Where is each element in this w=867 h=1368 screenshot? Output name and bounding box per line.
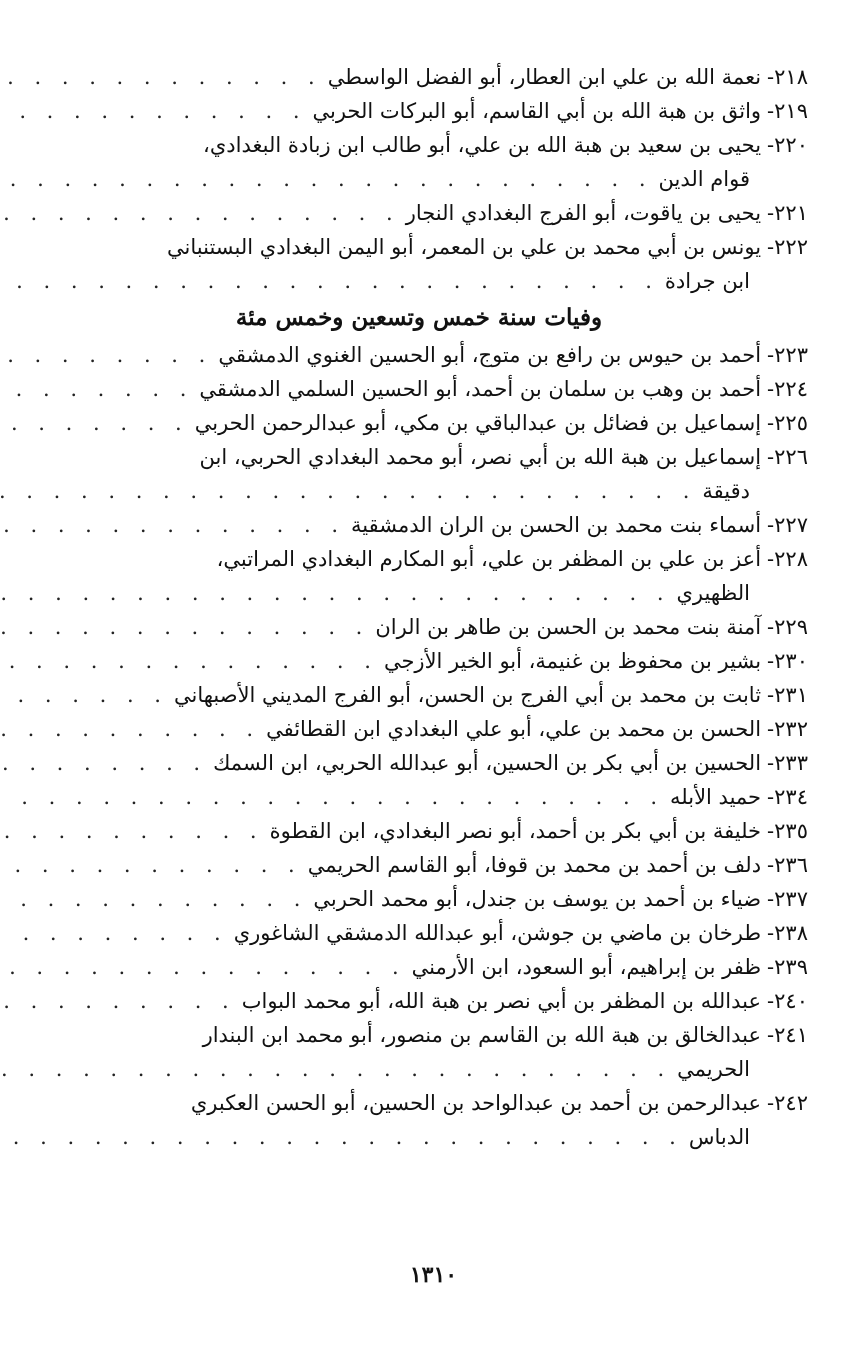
- dot-leader: [0, 162, 653, 196]
- entry-number: ٢٢٩-: [767, 615, 808, 639]
- dot-leader: [0, 814, 264, 848]
- entry-text: الدباس: [688, 1125, 750, 1149]
- entry-text: إسماعيل بن فضائل بن عبدالباقي بن مكي، أبو عبدالرحمن الحربي: [194, 411, 762, 435]
- dot-leader: [0, 916, 228, 950]
- entry-number: ٢٢٨-: [767, 547, 808, 571]
- entry-number: ٢٢٢-: [767, 235, 808, 259]
- entry-number: ٢٤٢-: [767, 1091, 808, 1115]
- dot-leader: [0, 712, 260, 746]
- entry-number: ٢٢٠-: [767, 133, 808, 157]
- entry-text: ضياء بن أحمد بن يوسف بن جندل، أبو محمد الحربي: [313, 887, 762, 911]
- entry-number: ٢١٨-: [767, 65, 808, 89]
- index-entry-line: [30, 162, 808, 196]
- index-entry-line: [30, 746, 808, 780]
- dot-leader: [0, 746, 207, 780]
- dot-leader: [0, 1120, 683, 1154]
- index-entry-line: [30, 950, 808, 984]
- entry-number: ٢٣٧-: [767, 887, 808, 911]
- entry-text: عبدالرحمن بن أحمد بن عبدالواحد بن الحسين، أبو الحسن العكبري: [190, 1091, 762, 1115]
- entry-number: ٢٣٠-: [767, 649, 808, 673]
- entry-text: الحريمي: [677, 1057, 750, 1081]
- index-entry-line: [30, 542, 808, 576]
- dot-leader: [0, 406, 189, 440]
- entry-text: الحسين بن أبي بكر بن الحسين، أبو عبدالله الحربي، ابن السمك: [213, 751, 762, 775]
- entry-number: ٢٢٣-: [767, 343, 808, 367]
- index-entry-line: [30, 508, 808, 542]
- index-entry-line: [30, 644, 808, 678]
- index-entry-line: [30, 712, 808, 746]
- entry-number: ٢٣٢-: [767, 717, 808, 741]
- index-entry-line: [30, 128, 808, 162]
- dot-leader: [0, 372, 193, 406]
- entry-text: ابن جرادة: [664, 269, 750, 293]
- dot-leader: [0, 882, 307, 916]
- index-entry-line: [30, 338, 808, 372]
- index-entry-line: [30, 406, 808, 440]
- index-entry-line: [30, 882, 808, 916]
- entry-text: يحيى بن ياقوت، أبو الفرج البغدادي النجار: [405, 201, 762, 225]
- dot-leader: [0, 1052, 671, 1086]
- index-entry-line: [30, 984, 808, 1018]
- entry-text: أحمد بن حيوس بن رافع بن متوج، أبو الحسين الغنوي الدمشقي: [218, 343, 762, 367]
- dot-leader: [0, 60, 322, 94]
- index-entry-line: [30, 780, 808, 814]
- entry-number: ٢٣٩-: [767, 955, 808, 979]
- entry-number: ٢٢١-: [767, 201, 808, 225]
- entry-text: الحسن بن محمد بن علي، أبو علي البغدادي ابن القطائفي: [266, 717, 762, 741]
- index-entry-line: [30, 576, 808, 610]
- dot-leader: [0, 338, 212, 372]
- entry-text: أعز بن علي بن المظفر بن علي، أبو المكارم البغدادي المراتبي،: [216, 547, 762, 571]
- entry-text: حميد الأبله: [670, 785, 762, 809]
- entry-text: قوام الدين: [658, 167, 750, 191]
- dot-leader: [0, 644, 378, 678]
- entry-text: دلف بن أحمد بن محمد بن قوفا، أبو القاسم الحريمي: [307, 853, 762, 877]
- entry-text: نعمة الله بن علي ابن العطار، أبو الفضل الواسطي: [327, 65, 762, 89]
- entry-number: ٢٤١-: [767, 1023, 808, 1047]
- dot-leader: [0, 474, 696, 508]
- index-entry-line: [30, 372, 808, 406]
- entry-text: واثق بن هبة الله بن أبي القاسم، أبو البركات الحربي: [312, 99, 762, 123]
- index-entry-line: [30, 1120, 808, 1154]
- index-entry-line: [30, 474, 808, 508]
- entry-number: ٢٢٧-: [767, 513, 808, 537]
- dot-leader: [0, 264, 659, 298]
- index-entry-line: [30, 916, 808, 950]
- entry-text: دقيقة: [702, 479, 750, 503]
- entry-number: ٢٤٠-: [767, 989, 808, 1013]
- entry-number: ٢٢٥-: [767, 411, 808, 435]
- index-entry-line: [30, 94, 808, 128]
- page-number: ١٣١٠: [409, 1262, 458, 1288]
- entry-list-after-heading: [30, 338, 808, 1154]
- entry-text: خليفة بن أبي بكر بن أحمد، أبو نصر البغدادي، ابن القطوة: [269, 819, 762, 843]
- entry-text: أحمد بن وهب بن سلمان بن أحمد، أبو الحسين السلمي الدمشقي: [199, 377, 762, 401]
- dot-leader: [0, 780, 664, 814]
- entry-text: ثابت بن محمد بن أبي الفرج بن الحسن، أبو الفرج المديني الأصبهاني: [173, 683, 762, 707]
- entry-number: ٢٣٥-: [767, 819, 808, 843]
- dot-leader: [0, 678, 168, 712]
- entry-text: الظهيري: [676, 581, 750, 605]
- index-page: [30, 60, 808, 1154]
- entry-text: طرخان بن ماضي بن جوشن، أبو عبدالله الدمشقي الشاغوري: [233, 921, 762, 945]
- index-entry-line: [30, 610, 808, 644]
- index-entry-line: [30, 230, 808, 264]
- entry-text: عبدالخالق بن هبة الله بن القاسم بن منصور، أبو محمد ابن البندار: [202, 1023, 762, 1047]
- entry-number: ٢٣٦-: [767, 853, 808, 877]
- entry-number: ٢٣٨-: [767, 921, 808, 945]
- index-entry-line: [30, 60, 808, 94]
- index-entry-line: [30, 440, 808, 474]
- entry-number: ٢٣٤-: [767, 785, 808, 809]
- index-entry-line: [30, 1018, 808, 1052]
- dot-leader: [0, 196, 400, 230]
- entry-text: يحيى بن سعيد بن هبة الله بن علي، أبو طالب ابن زبادة البغدادي،: [203, 133, 762, 157]
- index-entry-line: [30, 264, 808, 298]
- entry-text: آمنة بنت محمد بن الحسن بن طاهر بن الران: [375, 615, 762, 639]
- entry-text: بشير بن محفوظ بن غنيمة، أبو الخير الأزجي: [383, 649, 762, 673]
- dot-leader: [0, 94, 307, 128]
- entry-text: أسماء بنت محمد بن الحسن بن الران الدمشقية: [351, 513, 762, 537]
- entry-number: ٢٢٤-: [767, 377, 808, 401]
- entry-text: ظفر بن إبراهيم، أبو السعود، ابن الأرمني: [411, 955, 762, 979]
- dot-leader: [0, 984, 236, 1018]
- index-entry-line: [30, 678, 808, 712]
- section-heading: وفيات سنة خمس وتسعين وخمس مئة: [235, 304, 603, 331]
- entry-number: ٢٣١-: [767, 683, 808, 707]
- index-entry-line: [30, 1086, 808, 1120]
- index-entry-line: [30, 814, 808, 848]
- entry-text: إسماعيل بن هبة الله بن أبي نصر، أبو محمد البغدادي الحربي، ابن: [199, 445, 762, 469]
- index-entry-line: [30, 196, 808, 230]
- index-entry-line: [30, 1052, 808, 1086]
- dot-leader: [0, 508, 345, 542]
- entry-text: يونس بن أبي محمد بن علي بن المعمر، أبو اليمن البغدادي البستنباني: [167, 235, 762, 259]
- entry-list-before-heading: [30, 60, 808, 298]
- entry-number: ٢٣٣-: [767, 751, 808, 775]
- dot-leader: [0, 950, 406, 984]
- entry-number: ٢١٩-: [767, 99, 808, 123]
- entry-number: ٢٢٦-: [767, 445, 808, 469]
- dot-leader: [0, 576, 671, 610]
- dot-leader: [0, 610, 369, 644]
- dot-leader: [0, 848, 302, 882]
- entry-text: عبدالله بن المظفر بن أبي نصر بن هبة الله، أبو محمد البواب: [241, 989, 762, 1013]
- index-entry-line: [30, 848, 808, 882]
